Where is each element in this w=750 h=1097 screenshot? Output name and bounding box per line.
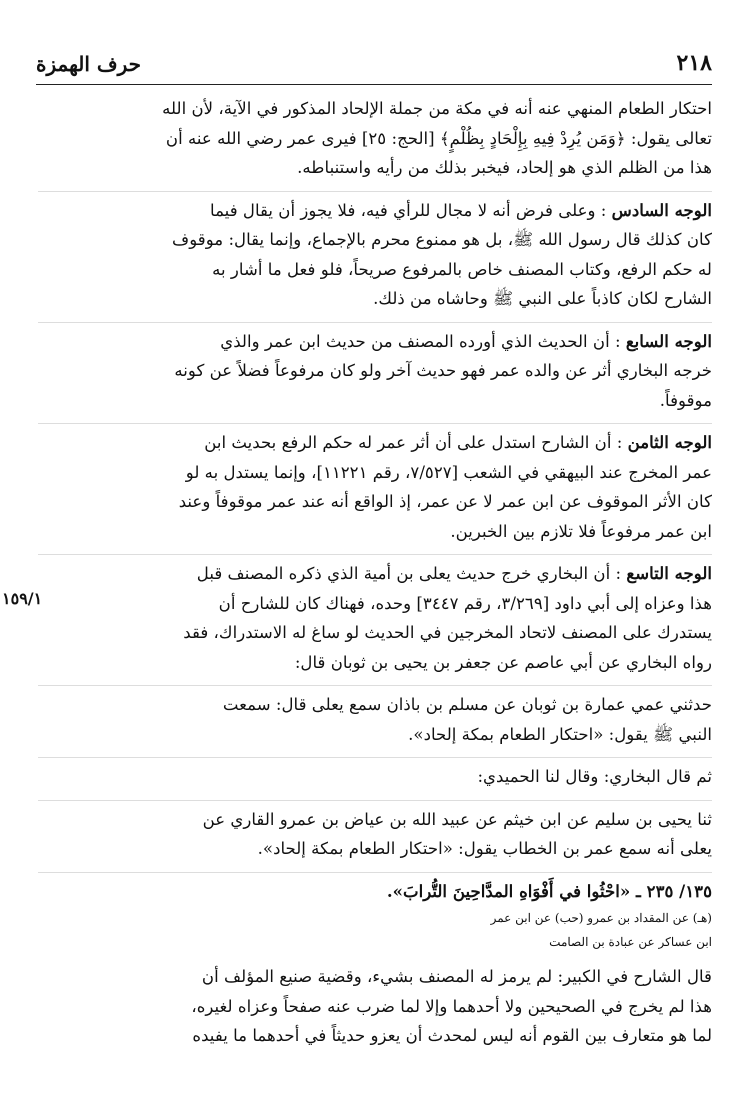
text-line: احتكار الطعام المنهي عنه أنه في مكة من جملة الإلحاد المذكور في الآية، لأن الله [162,99,712,118]
text-span: : وعلى فرض أنه لا مجال للرأي فيه، فلا يجوز أن يقال فيما [210,200,607,220]
text-line: الشارح لكان كاذباً على النبي ﷺ وحاشاه من ذلك. [373,289,712,308]
section-label: الوجه الثامن [627,432,712,452]
text-line: موقوفاً. [659,390,712,410]
paragraph-1 [38,94,712,192]
section-label: الوجه السادس [611,199,712,220]
text-line [38,428,712,458]
margin-reference: ١٥٩/١ [2,589,43,608]
paragraph-sixth-aspect [38,196,712,323]
page-body [38,94,712,1051]
text-line: يعلى أنه سمع عمر بن الخطاب يقول: «احتكار الطعام بمكة إلحاد». [257,839,712,858]
text-line: يستدرك على المصنف لاتحاد المخرجين في الحديث لو ساغ له الاستدراك، فقد [183,623,712,642]
chapter-title: حرف الهمزة [36,52,142,76]
text-line: هذا لم يخرج في الصحيحين ولا أحدهما وإلا لما ضرب عنه صفحاً وعزاه لغيره، [191,996,712,1016]
text-line [38,327,712,357]
paragraph-commentary [38,962,712,1051]
text-line: قال الشارح في الكبير: لم يرمز له المصنف بشيء، وقضية صنيع المؤلف أن [201,967,712,986]
paragraph-chain [38,805,712,873]
text-line: رواه البخاري عن أبي عاصم عن جعفر بن يحيى بن ثوبان قال: [294,652,712,672]
paragraph-seventh-aspect [38,327,712,425]
paragraph-bukhari [38,762,712,801]
text-line: خرجه البخاري أثر عن والده عمر فهو حديث آخر ولو كان مرفوعاً فضلاً عن كونه [174,361,712,380]
text-line: كان الأثر الموقوف عن ابن عمر لا عن عمر، إذ الواقع أنه عند عمر موقوفاً وعند [178,492,712,511]
text-line: عمر المخرج عند البيهقي في الشعب [٧/٥٢٧، رقم ١١٢٢١]، وإنما يستدل به لو [185,462,712,482]
text-span: : أن البخاري خرج حديث يعلى بن أمية الذي ذكره المصنف قبل [196,564,622,583]
paragraph-ninth-aspect [38,559,712,686]
section-label: الوجه التاسع [626,563,712,583]
text-line: كان كذلك قال رسول الله ﷺ، بل هو ممنوع محرم بالإجماع، وإنما يقال: موقوف [172,230,712,249]
takhrij-line: (هـ) عن المقداد بن عمرو (حب) عن ابن عمر [490,911,712,925]
text-line [38,559,712,589]
text-line: النبي ﷺ يقول: «احتكار الطعام بمكة إلحاد». [408,724,712,744]
takhrij-line: ابن عساكر عن عبادة بن الصامت [549,935,712,949]
text-line: هذا من الظلم الذي هو إلحاد، فيخبر بذلك من رأيه واستنباطه. [297,158,712,177]
text-span: : أن الشارح استدل على أن أثر عمر له حكم الرفع بحديث ابن [204,433,623,452]
text-line: له حكم الرفع، وكتاب المصنف خاص بالمرفوع صريحاً، فلو فعل ما أشار به [212,259,712,279]
paragraph-eighth-aspect [38,428,712,555]
text-line: لما هو متعارف بين القوم أنه ليس لمحدث أن يعزو حديثاً في أحدهما ما يفيده [192,1026,712,1045]
text-line: ثم قال البخاري: وقال لنا الحميدي: [477,767,712,786]
page-number: ٢١٨ [676,50,712,76]
page-header [36,48,712,85]
text-line: تعالى يقول: ﴿وَمَن يُرِدْ فِيهِ بِإِلْحَادٍ بِظُلْمٍ﴾ [الحج: ٢٥] فيرى عمر رضي الله عنه أن [165,128,712,148]
text-line: حدثني عمي عمارة بن ثوبان عن مسلم بن باذان سمع يعلى قال: سمعت [222,695,712,714]
hadith-heading: ١٣٥/ ٢٣٥ ـ «احْثُوا في أَفْوَاهِ المدَّاحِينَ التُّرابَ». [386,880,712,901]
text-line: ابن عمر مرفوعاً فلا تلازم بين الخبرين. [450,521,712,541]
text-line: ثنا يحيى بن سليم عن ابن خيثم عن عبيد الله بن عياض بن عمرو القاري عن [202,809,712,829]
text-line: هذا وعزاه إلى أبي داود [٣/٢٦٩، رقم ٣٤٤٧] وحده، فهناك كان للشارح أن [218,593,712,613]
text-span: : أن الحديث الذي أورده المصنف من حديث ابن عمر والذي [220,331,621,351]
text-line [38,196,712,226]
paragraph-narration [38,690,712,758]
section-label: الوجه السابع [625,330,712,351]
